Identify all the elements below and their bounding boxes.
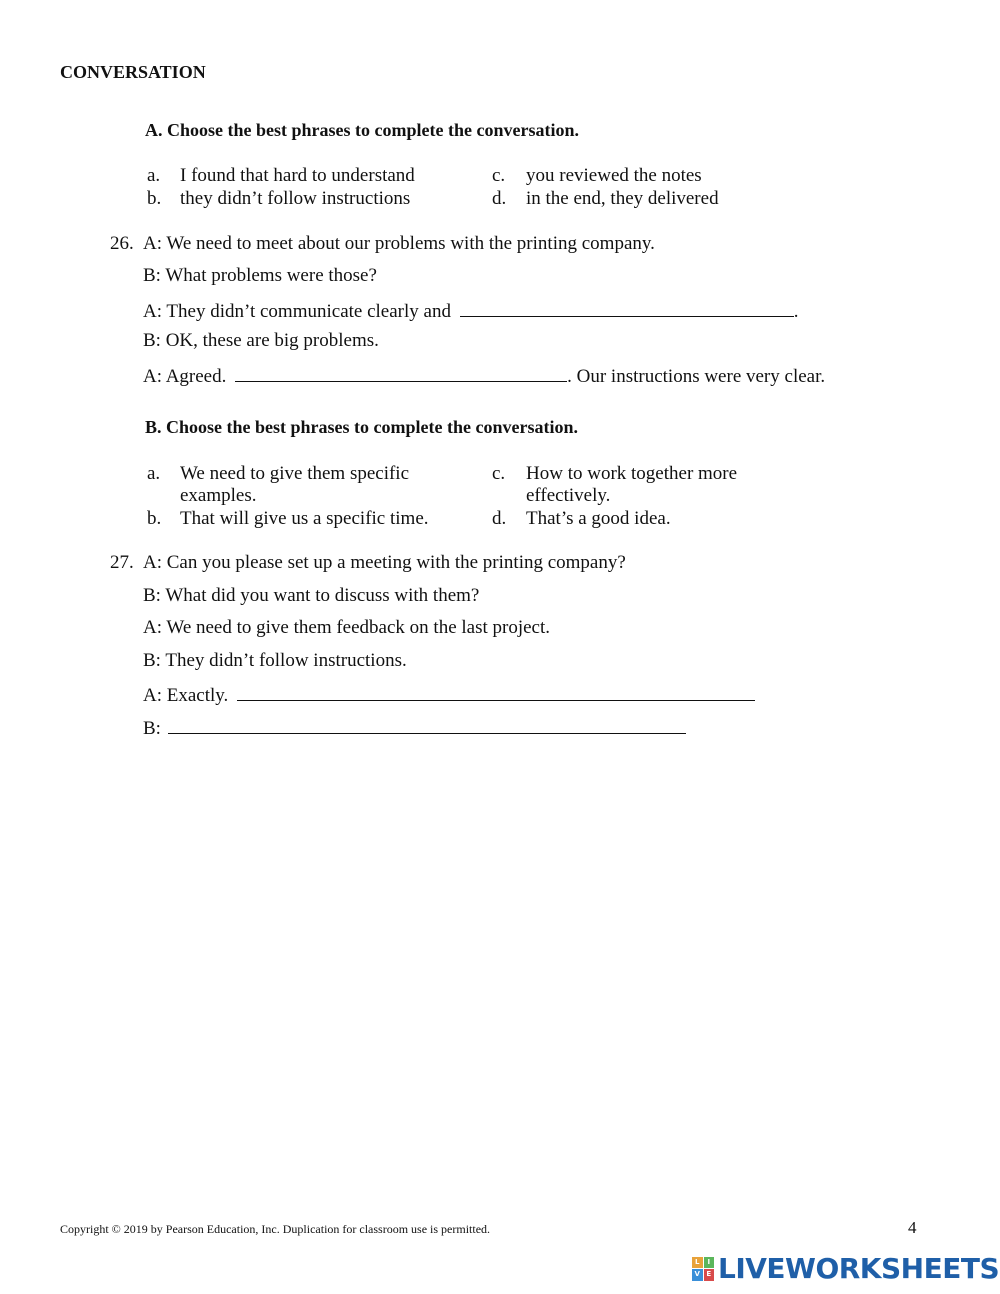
q27-line-4: B: They didn’t follow instructions. [143,650,407,671]
logo-mark-v: V [692,1269,703,1281]
option-b-b-text: That will give us a specific time. [180,508,429,529]
page-number: 4 [908,1218,917,1237]
q26-line-4: B: OK, these are big problems. [143,330,379,351]
q27-line-5 [143,682,755,707]
q26-line-5-text: A: Agreed. [143,366,227,387]
option-b-a-line1: We need to give them specific [180,463,410,484]
option-b-d-text: That’s a good idea. [526,508,671,529]
q26-line-2: B: What problems were those? [143,265,377,286]
option-b-b-letter: b. [147,508,162,529]
q26-blank-1[interactable] [460,298,794,317]
q27-line-3: A: We need to give them feedback on the last project. [143,617,551,638]
option-a-text: I found that hard to understand [180,165,415,186]
q26-line-5-tail: . Our instructions were very clear. [567,366,826,387]
q27-line-6-text: B: [143,718,161,739]
page-heading: CONVERSATION [60,62,206,82]
option-d-text: in the end, they delivered [526,188,719,209]
logo-mark-e: E [704,1269,715,1281]
option-b-d-letter: d. [492,508,507,529]
q26-line-3 [143,298,798,323]
option-b-a-letter: a. [147,463,161,484]
liveworksheets-logo-text: LIVEWORKSHEETS [718,1252,1000,1285]
q27-line-5-text: A: Exactly. [143,685,229,706]
q26-line-5 [143,363,825,388]
q26-line-3-text: A: They didn’t communicate clearly and [143,301,451,322]
option-c-letter: c. [492,165,506,186]
q26-line-1: A: We need to meet about our problems with the printing company. [143,233,655,254]
logo-mark-l: L [692,1257,703,1269]
q27-blank-2[interactable] [168,715,686,734]
q27-line-2: B: What did you want to discuss with them? [143,585,480,606]
q26-blank-2[interactable] [235,363,567,382]
option-d-letter: d. [492,188,507,209]
liveworksheets-logo[interactable] [692,1252,999,1285]
q26-blank-1-period: . [793,301,799,322]
question-27-number: 27. [110,552,134,573]
section-b-title: B. Choose the best phrases to complete the conversation. [145,417,578,437]
option-b-a-line2: examples. [180,485,257,506]
copyright-notice: Copyright © 2019 by Pearson Education, Inc. Duplication for classroom use is permitted. [60,1222,491,1236]
section-a-title: A. Choose the best phrases to complete the conversation. [145,120,579,140]
option-b-text: they didn’t follow instructions [180,188,411,209]
option-b-c-line2: effectively. [526,485,611,506]
option-b-c-line1: How to work together more [526,463,738,484]
option-b-c-letter: c. [492,463,506,484]
option-c-text: you reviewed the notes [526,165,702,186]
q27-line-6 [143,715,686,740]
option-a-letter: a. [147,165,161,186]
q27-blank-1[interactable] [237,682,755,701]
question-26-number: 26. [110,233,134,254]
option-b-letter: b. [147,188,162,209]
q27-line-1: A: Can you please set up a meeting with the printing company? [143,552,626,573]
logo-mark-i: I [704,1257,715,1269]
liveworksheets-logo-icon [692,1257,714,1281]
